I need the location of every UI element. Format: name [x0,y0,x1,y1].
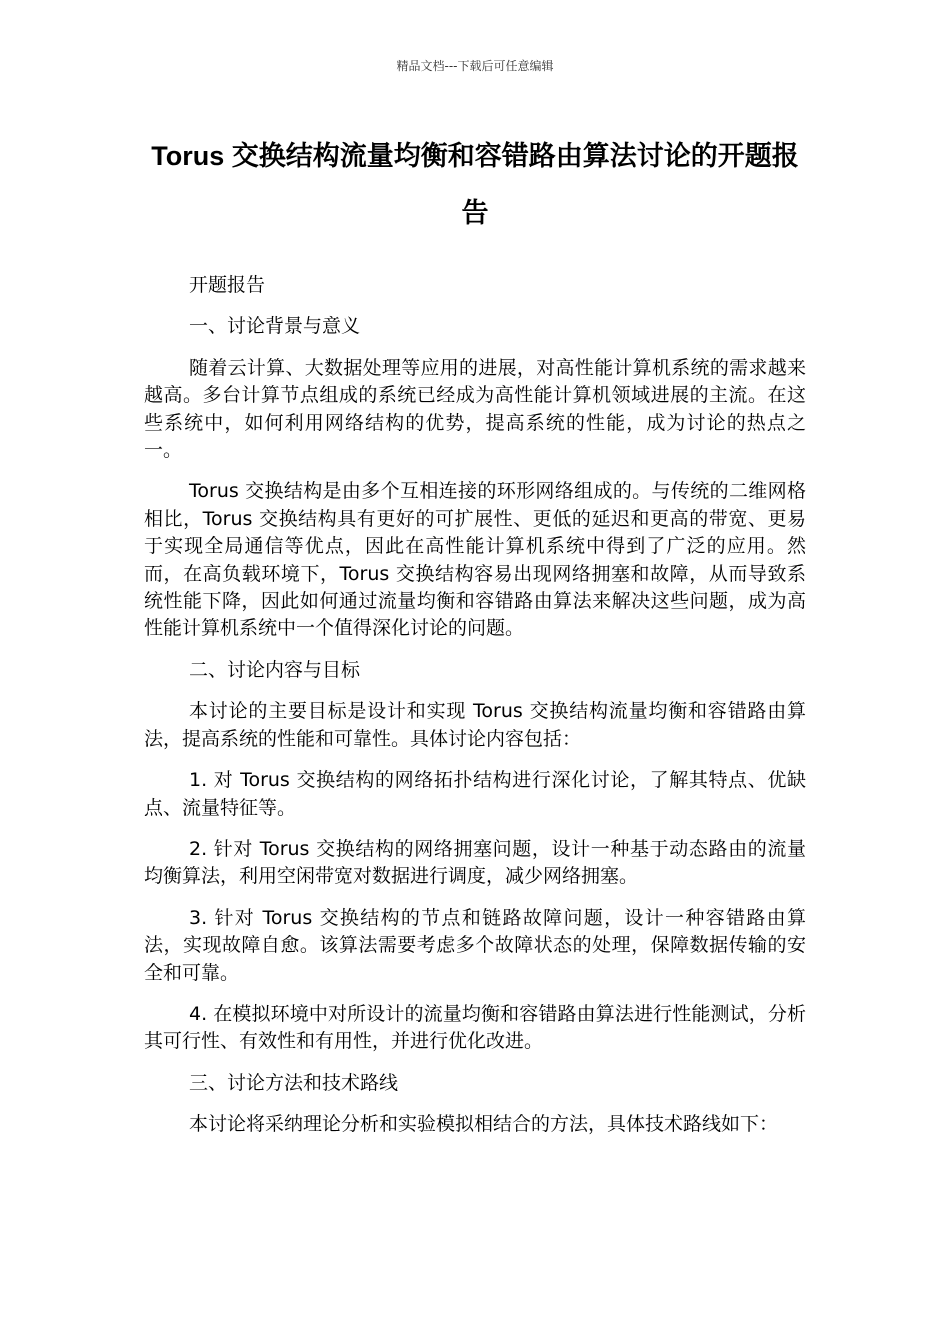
list-item-1: 1. 对 Torus 交换结构的网络拓扑结构进行深化讨论，了解其特点、优缺点、流量特征等。 [144,769,806,819]
list-item-3: 3. 针对 Torus 交换结构的节点和链路故障问题，设计一种容错路由算法，实现故障自愈。该算法需要考虑多个故障状态的处理，保障数据传输的安全和可靠。 [144,906,806,984]
section-heading-content: 二、讨论内容与目标 [189,658,361,681]
paragraph-background-1: 随着云计算、大数据处理等应用的进展，对高性能计算机系统的需求越来越高。多台计算节点组成的系统已经成为高性能计算机领域进展的主流。在这些系统中，如何利用网络结构的优势，提高系统的性能，成为讨论的热点之一。 [144,356,806,462]
section-heading-methods: 三、讨论方法和技术路线 [189,1071,399,1094]
paragraph-methods: 本讨论将采纳理论分析和实验模拟相结合的方法，具体技术路线如下： [189,1113,779,1136]
section-heading-background: 一、讨论背景与意义 [189,315,361,338]
header-note: 精品文档---下载后可任意编辑 [396,59,554,73]
paragraph-content-intro: 本讨论的主要目标是设计和实现 Torus 交换结构流量均衡和容错路由算法，提高系统的性能和可靠性。具体讨论内容包括： [144,700,806,750]
document-body [144,272,806,1153]
document-title: Torus 交换结构流量均衡和容错路由算法讨论的开题报告 [151,141,799,228]
list-item-4: 4. 在模拟环境中对所设计的流量均衡和容错路由算法进行性能测试，分析其可行性、有效性和有用性，并进行优化改进。 [144,1002,806,1053]
list-item-2: 2. 针对 Torus 交换结构的网络拥塞问题，设计一种基于动态路由的流量均衡算法，利用空闲带宽对数据进行调度，减少网络拥塞。 [144,837,806,888]
report-label: 开题报告 [189,274,266,296]
paragraph-background-2: Torus 交换结构是由多个互相连接的环形网络组成的。与传统的二维网格相比，Torus 交换结构具有更好的可扩展性、更低的延迟和更高的带宽、更易于实现全局通信等优点，因此在高性能计算机系统中得到了广泛的应用。然而，在高负载环境下，Torus 交换结构容易出现网络拥塞和故障，从而导致系统性能下降，因此如何通过流量均衡和容错路由算法来解决这些问题，成为高性能计算机系统中一个值得深化讨论的问题。 [144,480,806,640]
